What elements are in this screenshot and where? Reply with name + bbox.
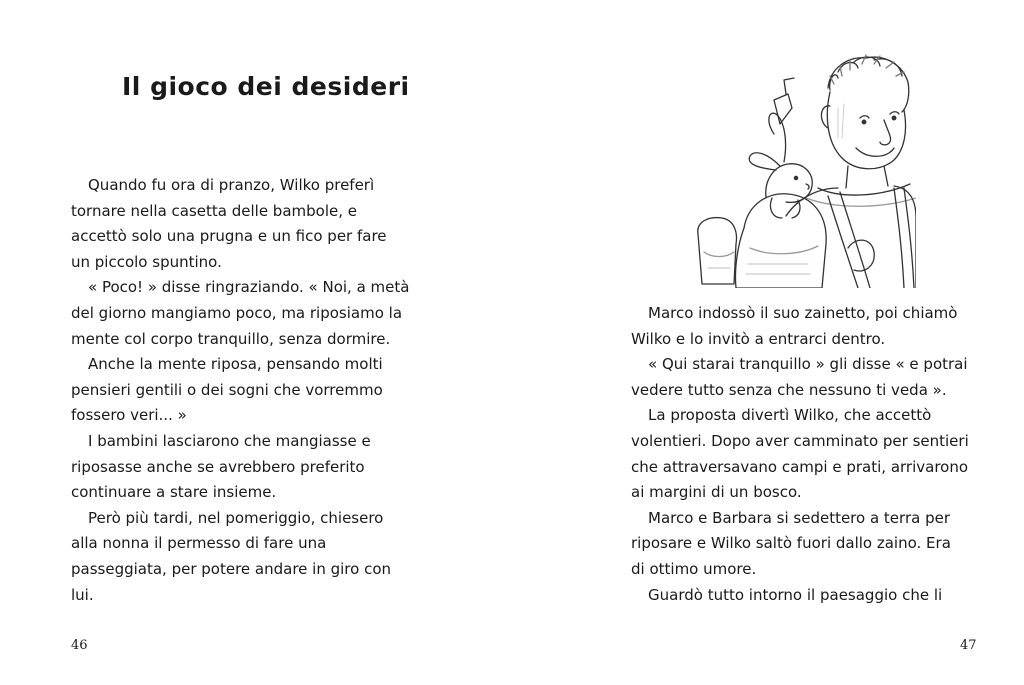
text-line: La proposta divertì Wilko, che accettò — [648, 406, 932, 425]
text-line: Però più tardi, nel pomeriggio, chiesero — [88, 508, 384, 527]
text-line: del giorno mangiamo poco, ma riposiamo la — [71, 303, 403, 322]
text-line: lui. — [71, 585, 94, 604]
chapter-title: Il gioco dei desideri — [122, 72, 410, 101]
text-line: mente col corpo tranquillo, senza dormire. — [71, 329, 391, 348]
text-line: passeggiata, per potere andare in giro con — [71, 559, 392, 578]
page-number-left: 46 — [71, 638, 88, 653]
text-line: vedere tutto senza che nessuno ti veda ». — [631, 380, 947, 399]
page-number-right: 47 — [960, 638, 977, 653]
text-line: riposare e Wilko saltò fuori dallo zaino. Era — [631, 534, 951, 553]
text-line: Anche la mente riposa, pensando molti — [88, 355, 383, 374]
right-page-text — [631, 301, 969, 608]
text-line: fossero veri... » — [71, 406, 187, 425]
text-line: che attraversavano campi e prati, arrivarono — [631, 457, 969, 476]
text-line: ai margini di un bosco. — [631, 483, 802, 502]
text-line: di ottimo umore. — [631, 559, 757, 578]
text-line: continuare a stare insieme. — [71, 483, 277, 502]
right-page — [512, 0, 1024, 685]
text-line: riposasse anche se avrebbero preferito — [71, 457, 365, 476]
text-line: « Qui starai tranquillo » gli disse « e potrai — [648, 355, 968, 374]
left-page-text — [71, 173, 409, 608]
text-line: « Poco! » disse ringraziando. « Noi, a metà — [88, 278, 410, 297]
hair-icon — [828, 57, 909, 112]
text-line: accettò solo una prugna e un fico per fare — [71, 227, 387, 246]
text-line: Guardò tutto intorno il paesaggio che li — [648, 585, 943, 604]
text-line: un piccolo spuntino. — [71, 252, 222, 271]
text-line: alla nonna il permesso di fare una — [71, 534, 327, 553]
face-icon — [827, 92, 905, 169]
text-line: Marco e Barbara si sedettero a terra per — [648, 508, 950, 527]
illustration-boy-with-backpack-and-rabbit — [688, 48, 916, 288]
text-line: I bambini lasciarono che mangiasse e — [88, 431, 371, 450]
text-line: Quando fu ora di pranzo, Wilko preferì — [88, 176, 375, 194]
text-line: Marco indossò il suo zainetto, poi chiamò — [648, 304, 958, 322]
text-line: volentieri. Dopo aver camminato per sentieri — [631, 431, 969, 450]
text-line: pensieri gentili o dei sogni che vorremmo — [71, 380, 383, 399]
text-line: Wilko e lo invitò a entrarci dentro. — [631, 329, 886, 348]
text-line: tornare nella casetta delle bambole, e — [71, 201, 357, 220]
